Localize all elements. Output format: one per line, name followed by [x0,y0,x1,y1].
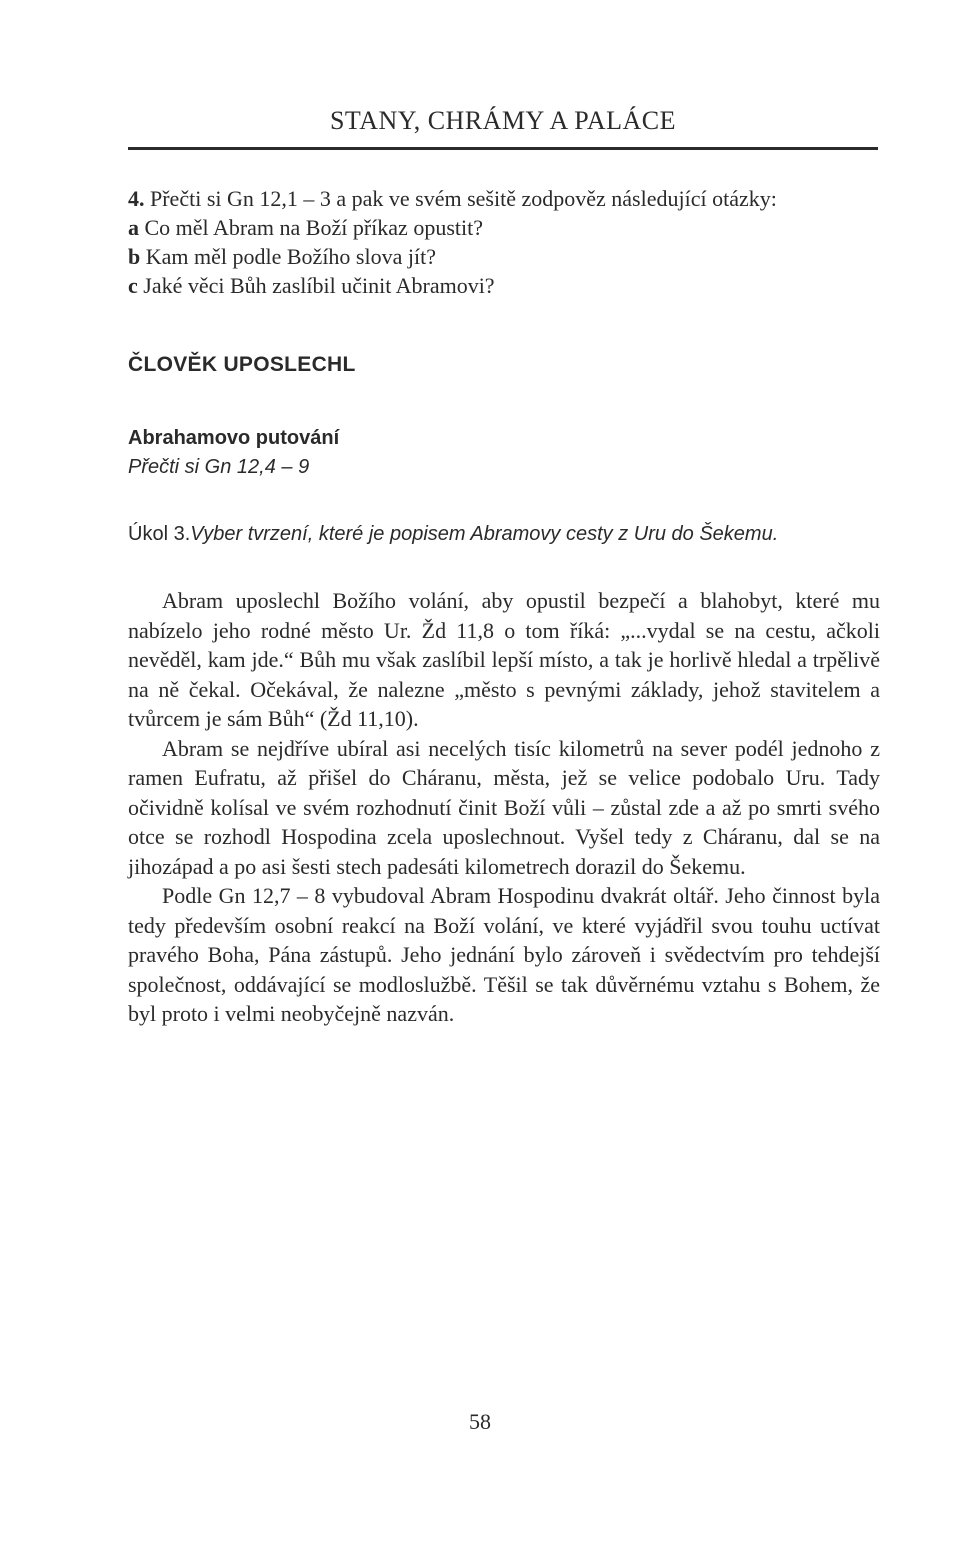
subsection-reference: Přečti si Gn 12,4 – 9 [128,456,310,478]
body-text [128,586,880,1029]
question-text: Co měl Abram na Boží příkaz opustit? [144,215,483,240]
task-4 [128,184,880,300]
task-3-text: Vyber tvrzení, které je popisem Abramovy cesty z Uru do Šekemu. [190,523,779,545]
subsection-title: Abrahamovo putování [128,427,340,449]
task-4-intro-text: Přečti si Gn 12,1 – 3 a pak ve svém sešitě zodpověz následující otázky: [150,186,777,211]
task-3-label: Úkol 3. [128,523,191,545]
task-4-question-b [128,242,880,271]
task-4-number: 4. [128,186,145,211]
question-letter: a [128,215,139,240]
question-letter: c [128,273,138,298]
question-letter: b [128,244,141,269]
section-title: ČLOVĚK UPOSLECHL [128,353,356,376]
header-rule [128,147,878,150]
task-3 [128,520,880,548]
page-content [128,184,880,1029]
paragraph: Abram uposlechl Božího volání, aby opustil bezpečí a blahobyt, které mu nabízelo jeho rodné město Ur. Žd 11,8 o tom říká: „...vydal se na cestu, ačkoli nevěděl, kam jde.“ Bůh mu však zaslíbil lepší místo, a tak je horlivě hledal a trpělivě na ně čekal. Očekával, že nalezne „město s pevnými základy, jehož stavitelem a tvůrcem je sám Bůh“ (Žd 11,10). [128,588,880,731]
task-4-question-c [128,271,880,300]
paragraph: Podle Gn 12,7 – 8 vybudoval Abram Hospodinu dvakrát oltář. Jeho činnost byla tedy především osobní reakcí na Boží volání, ve které vyjádřil svou touhu uctívat pravého Boha, Pána zástupů. Jeho jednání bylo zároveň i svědectvím pro tehdejší společnost, oddávající se modloslužbě. Těšil se tak důvěrnému vztahu s Bohem, že byl proto i velmi neobyčejně nazván. [128,883,880,1026]
question-text: Kam měl podle Božího slova jít? [145,244,436,269]
running-header: STANY, CHRÁMY A PALÁCE [329,106,677,135]
task-4-intro [128,184,880,213]
page-number: 58 [469,1409,491,1434]
paragraph: Abram se nejdříve ubíral asi necelých tisíc kilometrů na sever podél jednoho z ramen Eufratu, až přišel do Cháranu, města, jež se velice podobalo Uru. Tady očividně kolísal ve svém rozhodnutí činit Boží vůli – zůstal zde a až po smrti svého otce se rozhodl Hospodina zcela uposlechnout. Vyšel tedy z Cháranu, dal se na jihozápad a po asi šesti stech padesáti kilometrech dorazil do Šekemu. [128,735,880,879]
task-4-question-a [128,213,880,242]
question-text: Jaké věci Bůh zaslíbil učinit Abramovi? [143,273,495,298]
